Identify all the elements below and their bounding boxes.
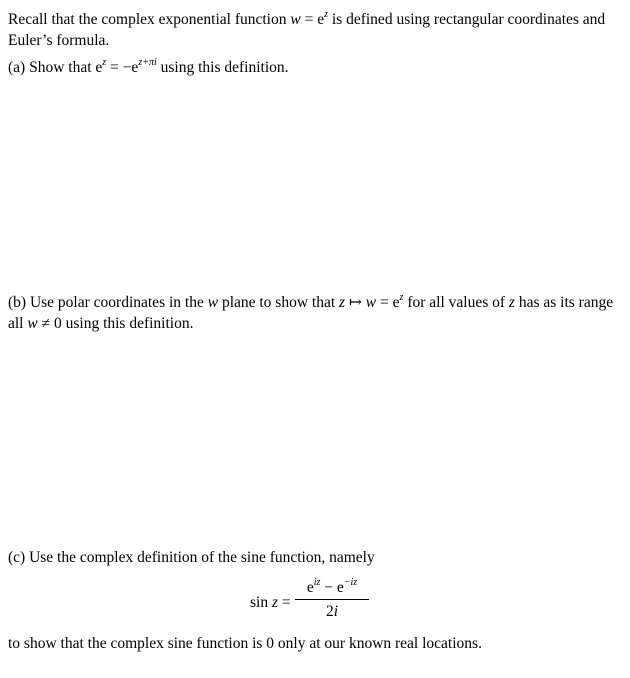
intro-text: Recall that the complex exponential function [8,11,291,28]
var-z: z [271,594,279,611]
exp-z: z [324,8,328,20]
exp-iz: iz [313,576,321,588]
den-two: 2 [325,603,334,620]
exp-e: e [392,294,400,311]
exp-e: e [95,59,103,76]
intro-paragraph [8,9,620,51]
intro-text-end: is defined using rectangular coordinates and Euler’s formula. [8,11,606,49]
part-c-conclusion [8,633,620,654]
equals: = [376,294,393,311]
var-w: w [27,315,38,332]
equals-minus: = − [106,59,132,76]
part-c-text-end: to show that the complex sine function is 0 only at our known real locations. [8,635,482,652]
part-b-text-end: ≠ 0 using this definition. [37,315,194,332]
part-b-label: (b) Use polar coordinates in the [8,294,208,311]
exp-minus-iz: −iz [343,576,358,588]
fraction-bar [295,599,369,600]
var-z: z [508,294,515,311]
fraction [295,578,369,622]
exp-e: e [317,11,325,28]
exp-e: e [336,579,344,596]
exp-z: z [399,291,404,303]
part-b [8,292,620,334]
exp-e: e [131,59,139,76]
formula-lhs [250,594,291,612]
part-b-text: has as its range all [8,294,614,332]
exp-e: e [306,579,314,596]
exp-z-pi-i: z+πi [138,56,157,68]
fraction-denominator [295,602,369,622]
sine-formula [250,578,390,628]
minus: − [320,579,337,596]
equals: = [300,11,318,28]
sin-text: sin [250,594,272,611]
var-w: w [290,11,301,28]
part-a-label: (a) Show that [8,59,96,76]
part-a-text-end: using this definition. [156,59,289,76]
var-i: i [333,603,339,620]
var-w: w [207,294,219,311]
part-b-text: plane to show that [218,294,340,311]
map-z-to-w: z ↦ w [339,294,377,311]
equals: = [278,594,291,611]
part-a [8,57,620,78]
part-b-text: for all values of [403,294,509,311]
part-c [8,547,620,568]
fraction-numerator [295,578,369,598]
part-c-label: (c) Use the complex definition of the sine function, namely [8,549,375,566]
exp-z: z [102,56,107,68]
